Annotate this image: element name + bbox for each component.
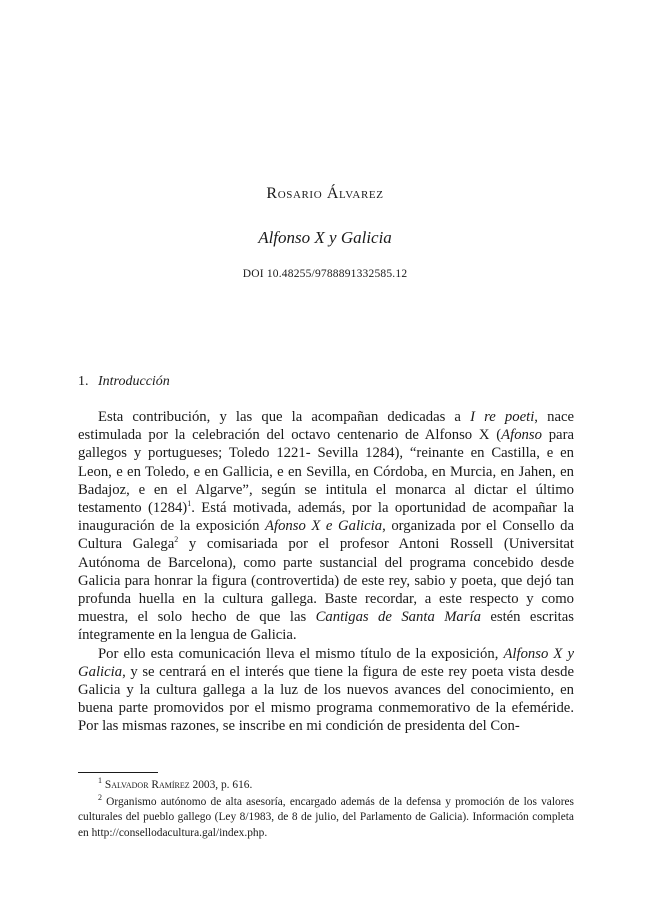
p1-italic-1: I re poeti: [470, 409, 535, 425]
footnote-2-number: 2: [98, 793, 102, 803]
footnote-2: [78, 795, 574, 841]
p1-italic-4: Cantigas de Santa María: [315, 609, 481, 626]
paragraph-2: [78, 645, 574, 736]
footnote-separator: [78, 772, 158, 773]
footnotes: [78, 778, 574, 843]
paragraph-1: [78, 408, 574, 645]
p1-italic-3: Afonso X e Galicia: [265, 518, 383, 535]
p1-text-5: , organizada por el Consello da Cultura Galega: [78, 518, 574, 553]
p2-text-2: , y se centrará en el interés que tiene la figura de este rey poeta vista desde Galicia y la cultura gallega a la luz de los nuevos avances del conocimiento, en buena parte promovidos por el mismo programa conmemorativo de la efeméride. Por las mismas razones, se inscribe en mi condición de presidenta del Con-: [78, 663, 574, 735]
p1-text-4: . Está motivada, además, por la oportunidad de acompañar la inauguración de la exposición: [78, 500, 574, 535]
section-title: Introducción: [98, 374, 170, 389]
footnote-1-number: 1: [98, 776, 102, 786]
p1-text-2: , nace estimulada por la celebración del octavo centenario de Alfonso X (: [78, 409, 574, 444]
doi: DOI 10.48255/9788891332585.12: [242, 268, 408, 280]
p1-italic-2: Afonso: [501, 427, 542, 444]
body-text: [78, 408, 574, 736]
chapter-title: Alfonso X y Galicia: [258, 228, 392, 247]
p2-italic-1: Alfonso X y Galicia: [78, 645, 574, 680]
footnote-1: [78, 778, 574, 793]
p2-text-1: Por ello esta comunicación lleva el mismo título de la exposición,: [98, 645, 504, 662]
footnote-ref-1: 1: [187, 499, 192, 509]
footnote-1-text: 2003, p. 616.: [189, 779, 253, 791]
section-number: 1.: [78, 374, 89, 389]
footnote-2-text: Organismo autónomo de alta asesoría, encargado además de la defensa y promoción de los valores culturales del pueblo gallego (Ley 8/1983, de 8 de julio, del Parlamento de Galicia). Información completa en http://consellodacultura.gal/index.php.: [78, 796, 574, 839]
section-heading: [78, 374, 578, 390]
author-name: Rosario Álvarez: [266, 185, 384, 202]
p1-text-6: y comisariada por el profesor Antoni Rossell (Universitat Autónoma de Barcelona), como parte sustancial del programa concebido desde Galicia para honrar la figura (controvertida) de este rey, sabio y poeta, que dejó tan profunda huella en la cultura gallega. Baste recordar, a este respecto y como muestra, el solo hecho de que las: [78, 536, 574, 626]
p1-text-7: estén escritas íntegramente en la lengua de Galicia.: [78, 609, 574, 644]
footnote-1-author: Salvador Ramírez: [104, 779, 190, 791]
footnote-ref-2: 2: [174, 535, 179, 545]
p1-text-1: Esta contribución, y las que la acompañan dedicadas a: [98, 409, 471, 425]
p1-text-3: para gallegos y portugueses; Toledo 1221- Sevilla 1284), “reinante en Castilla, e en Leon, e en Toledo, e en Gallicia, e en Sevilla, en Córdoba, en Murcia, en Jahen, en Badajoz, e en el Algarve”, según se intitula el monarca al dictar el último testamento (1284): [78, 427, 574, 517]
